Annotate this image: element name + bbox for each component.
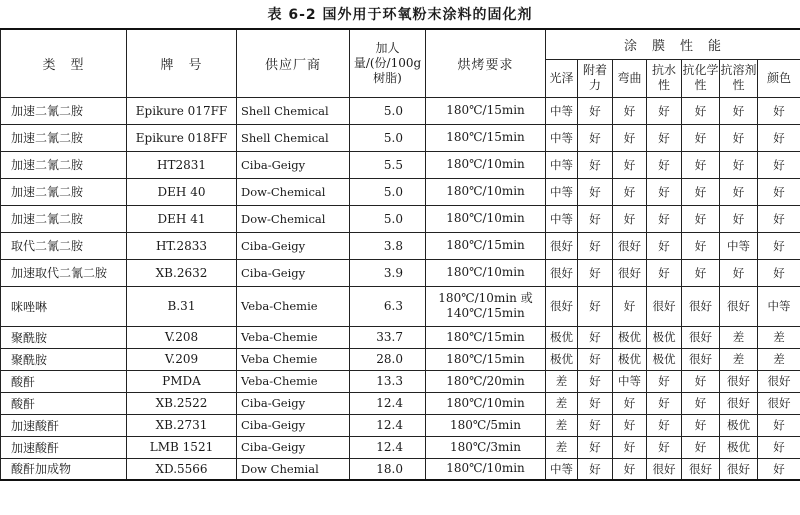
cell-supplier: Veba-Chemie [237, 326, 350, 348]
cell-amount: 12.4 [350, 414, 426, 436]
table-row [1, 370, 800, 392]
cell-performance: 好 [613, 414, 647, 436]
cell-performance: 好 [578, 414, 613, 436]
cell-performance: 好 [647, 97, 682, 124]
cell-bake: 180℃/3min [426, 436, 546, 458]
cell-performance: 好 [720, 259, 758, 286]
cell-performance: 好 [613, 97, 647, 124]
header-chemical-resistance: 抗化学性 [682, 59, 720, 97]
cell-amount: 3.9 [350, 259, 426, 286]
cell-performance: 好 [647, 124, 682, 151]
cell-type: 酸酐 [1, 392, 127, 414]
cell-supplier: Veba-Chemie [237, 286, 350, 326]
header-flexibility: 弯曲 [613, 59, 647, 97]
cell-bake: 180℃/10min [426, 178, 546, 205]
table-row [1, 124, 800, 151]
cell-supplier: Ciba-Geigy [237, 436, 350, 458]
cell-performance: 好 [647, 259, 682, 286]
table-header [1, 29, 800, 97]
cell-bake: 180℃/10min [426, 151, 546, 178]
cell-brand: XB.2632 [127, 259, 237, 286]
cell-performance: 好 [682, 205, 720, 232]
cell-performance: 好 [682, 124, 720, 151]
cell-amount: 5.0 [350, 97, 426, 124]
table-body [1, 97, 800, 480]
cell-performance: 好 [758, 458, 800, 480]
cell-supplier: Shell Chemical [237, 124, 350, 151]
cell-performance: 好 [682, 151, 720, 178]
cell-performance: 好 [578, 97, 613, 124]
table-row [1, 259, 800, 286]
cell-performance: 好 [682, 97, 720, 124]
table-row [1, 151, 800, 178]
table-row [1, 97, 800, 124]
cell-bake: 180℃/5min [426, 414, 546, 436]
cell-performance: 好 [758, 178, 800, 205]
cell-performance: 中等 [546, 124, 578, 151]
cell-performance: 好 [647, 232, 682, 259]
cell-performance: 好 [647, 151, 682, 178]
cell-amount: 5.0 [350, 178, 426, 205]
cell-performance: 好 [647, 414, 682, 436]
table-title: 表 6-2 国外用于环氧粉末涂料的固化剂 [267, 7, 533, 23]
cell-type: 酸酐加成物 [1, 458, 127, 480]
cell-performance: 好 [613, 178, 647, 205]
cell-supplier: Dow-Chemical [237, 205, 350, 232]
header-solvent-resistance: 抗溶剂性 [720, 59, 758, 97]
cell-performance: 中等 [546, 205, 578, 232]
cell-bake: 180℃/10min [426, 259, 546, 286]
cell-performance: 好 [578, 232, 613, 259]
cell-performance: 很好 [647, 286, 682, 326]
cell-performance: 极优 [647, 348, 682, 370]
cell-performance: 差 [758, 326, 800, 348]
cell-performance: 极优 [613, 348, 647, 370]
cell-performance: 好 [720, 178, 758, 205]
cell-supplier: Ciba-Geigy [237, 392, 350, 414]
cell-performance: 好 [578, 326, 613, 348]
cell-supplier: Ciba-Geigy [237, 259, 350, 286]
cell-performance: 好 [647, 436, 682, 458]
cell-performance: 好 [613, 205, 647, 232]
cell-performance: 好 [682, 370, 720, 392]
cell-performance: 极优 [546, 326, 578, 348]
cell-type: 加速二氰二胺 [1, 205, 127, 232]
header-type: 类 型 [1, 29, 127, 97]
cell-bake: 180℃/15min [426, 326, 546, 348]
cell-performance: 好 [578, 259, 613, 286]
cell-performance: 好 [578, 178, 613, 205]
cell-performance: 好 [758, 232, 800, 259]
header-amount: 加人量/(份/100g树脂) [350, 29, 426, 97]
cell-performance: 中等 [546, 178, 578, 205]
cell-amount: 12.4 [350, 436, 426, 458]
cell-supplier: Ciba-Geigy [237, 232, 350, 259]
cell-performance: 好 [578, 124, 613, 151]
cell-performance: 差 [546, 436, 578, 458]
cell-type: 加速二氰二胺 [1, 97, 127, 124]
cell-performance: 好 [578, 392, 613, 414]
cell-performance: 差 [720, 348, 758, 370]
cell-performance: 极优 [647, 326, 682, 348]
cell-performance: 好 [682, 436, 720, 458]
cell-performance: 好 [758, 151, 800, 178]
table-row [1, 286, 800, 326]
cell-performance: 很好 [758, 370, 800, 392]
cell-performance: 很好 [546, 259, 578, 286]
table-row [1, 326, 800, 348]
cell-type: 酸酐 [1, 370, 127, 392]
cell-performance: 好 [720, 151, 758, 178]
cell-performance: 好 [578, 286, 613, 326]
cell-bake: 180℃/10min [426, 205, 546, 232]
cell-performance: 很好 [682, 458, 720, 480]
header-brand: 牌 号 [127, 29, 237, 97]
cell-performance: 好 [682, 259, 720, 286]
cell-bake: 180℃/10min [426, 392, 546, 414]
cell-brand: HT.2833 [127, 232, 237, 259]
cell-supplier: Ciba-Geigy [237, 151, 350, 178]
cell-amount: 13.3 [350, 370, 426, 392]
cell-type: 咪唑啉 [1, 286, 127, 326]
cell-performance: 好 [578, 348, 613, 370]
header-water-resistance: 抗水性 [647, 59, 682, 97]
cell-performance: 好 [647, 370, 682, 392]
cell-performance: 很好 [647, 458, 682, 480]
cell-performance: 很好 [546, 232, 578, 259]
cell-performance: 好 [578, 205, 613, 232]
cell-performance: 好 [682, 178, 720, 205]
table-row [1, 414, 800, 436]
cell-performance: 中等 [758, 286, 800, 326]
cell-performance: 好 [647, 205, 682, 232]
cell-performance: 好 [578, 370, 613, 392]
cell-type: 加速取代二氰二胺 [1, 259, 127, 286]
cell-type: 聚酰胺 [1, 348, 127, 370]
cell-brand: V.209 [127, 348, 237, 370]
table-row [1, 458, 800, 480]
cell-performance: 好 [720, 97, 758, 124]
table-row [1, 178, 800, 205]
cell-bake: 180℃/20min [426, 370, 546, 392]
cell-brand: V.208 [127, 326, 237, 348]
cell-supplier: Dow Chemial [237, 458, 350, 480]
cell-performance: 极优 [546, 348, 578, 370]
cell-performance: 很好 [758, 392, 800, 414]
table-row [1, 205, 800, 232]
cell-amount: 18.0 [350, 458, 426, 480]
cell-performance: 好 [720, 205, 758, 232]
cell-type: 加速二氰二胺 [1, 151, 127, 178]
table-row [1, 232, 800, 259]
cell-brand: DEH 41 [127, 205, 237, 232]
cell-brand: Epikure 017FF [127, 97, 237, 124]
cell-brand: B.31 [127, 286, 237, 326]
header-gloss: 光泽 [546, 59, 578, 97]
cell-performance: 差 [546, 392, 578, 414]
cell-performance: 好 [613, 151, 647, 178]
cell-supplier: Veba-Chemie [237, 370, 350, 392]
cell-performance: 好 [613, 392, 647, 414]
cell-performance: 好 [578, 436, 613, 458]
cell-brand: LMB 1521 [127, 436, 237, 458]
header-performance: 涂 膜 性 能 [546, 29, 800, 59]
cell-performance: 极优 [720, 414, 758, 436]
cell-bake: 180℃/15min [426, 348, 546, 370]
cell-brand: XD.5566 [127, 458, 237, 480]
cell-performance: 很好 [720, 286, 758, 326]
cell-performance: 很好 [546, 286, 578, 326]
cell-performance: 好 [613, 436, 647, 458]
cell-performance: 中等 [720, 232, 758, 259]
header-bake: 烘烤要求 [426, 29, 546, 97]
cell-performance: 很好 [613, 232, 647, 259]
cell-performance: 差 [758, 348, 800, 370]
cell-bake: 180℃/15min [426, 124, 546, 151]
table-row [1, 392, 800, 414]
cell-performance: 好 [758, 414, 800, 436]
cell-performance: 好 [758, 259, 800, 286]
cell-performance: 差 [546, 370, 578, 392]
cell-amount: 3.8 [350, 232, 426, 259]
cell-performance: 很好 [682, 326, 720, 348]
cell-amount: 12.4 [350, 392, 426, 414]
cell-performance: 好 [682, 414, 720, 436]
cell-brand: DEH 40 [127, 178, 237, 205]
cell-bake: 180℃/10min [426, 458, 546, 480]
cell-supplier: Dow-Chemical [237, 178, 350, 205]
cell-bake: 180℃/15min [426, 232, 546, 259]
cell-performance: 好 [578, 458, 613, 480]
cell-supplier: Veba Chemie [237, 348, 350, 370]
cell-brand: XB.2522 [127, 392, 237, 414]
cell-performance: 差 [546, 414, 578, 436]
cell-performance: 极优 [720, 436, 758, 458]
cell-amount: 5.0 [350, 205, 426, 232]
table-row [1, 348, 800, 370]
cell-amount: 6.3 [350, 286, 426, 326]
cell-performance: 好 [758, 436, 800, 458]
cell-performance: 好 [647, 392, 682, 414]
cell-bake: 180℃/15min [426, 97, 546, 124]
cell-performance: 中等 [546, 458, 578, 480]
cell-performance: 好 [613, 458, 647, 480]
cell-amount: 28.0 [350, 348, 426, 370]
cell-performance: 中等 [546, 97, 578, 124]
cell-performance: 极优 [613, 326, 647, 348]
cell-type: 加速酸酐 [1, 414, 127, 436]
cell-performance: 很好 [613, 259, 647, 286]
cell-performance: 很好 [720, 392, 758, 414]
cell-brand: HT2831 [127, 151, 237, 178]
cell-performance: 好 [578, 151, 613, 178]
cell-performance: 中等 [546, 151, 578, 178]
cell-performance: 很好 [720, 370, 758, 392]
cell-performance: 很好 [682, 348, 720, 370]
cell-type: 聚酰胺 [1, 326, 127, 348]
header-supplier: 供应厂商 [237, 29, 350, 97]
cell-amount: 33.7 [350, 326, 426, 348]
cell-type: 加速二氰二胺 [1, 124, 127, 151]
cell-performance: 很好 [682, 286, 720, 326]
cell-type: 加速二氰二胺 [1, 178, 127, 205]
curing-agent-table [0, 28, 800, 481]
header-adhesion: 附着力 [578, 59, 613, 97]
cell-performance: 好 [613, 124, 647, 151]
cell-performance: 好 [613, 286, 647, 326]
cell-performance: 好 [720, 124, 758, 151]
cell-performance: 好 [758, 205, 800, 232]
cell-performance: 差 [720, 326, 758, 348]
cell-brand: XB.2731 [127, 414, 237, 436]
cell-performance: 中等 [613, 370, 647, 392]
cell-performance: 好 [758, 124, 800, 151]
table-row [1, 436, 800, 458]
cell-brand: PMDA [127, 370, 237, 392]
cell-supplier: Shell Chemical [237, 97, 350, 124]
cell-supplier: Ciba-Geigy [237, 414, 350, 436]
cell-performance: 好 [647, 178, 682, 205]
cell-performance: 好 [682, 232, 720, 259]
cell-amount: 5.0 [350, 124, 426, 151]
cell-amount: 5.5 [350, 151, 426, 178]
cell-type: 加速酸酐 [1, 436, 127, 458]
header-color: 颜色 [758, 59, 800, 97]
cell-performance: 好 [758, 97, 800, 124]
cell-type: 取代二氰二胺 [1, 232, 127, 259]
cell-performance: 好 [682, 392, 720, 414]
cell-bake: 180℃/10min 或 140℃/15min [426, 286, 546, 326]
cell-performance: 很好 [720, 458, 758, 480]
cell-brand: Epikure 018FF [127, 124, 237, 151]
